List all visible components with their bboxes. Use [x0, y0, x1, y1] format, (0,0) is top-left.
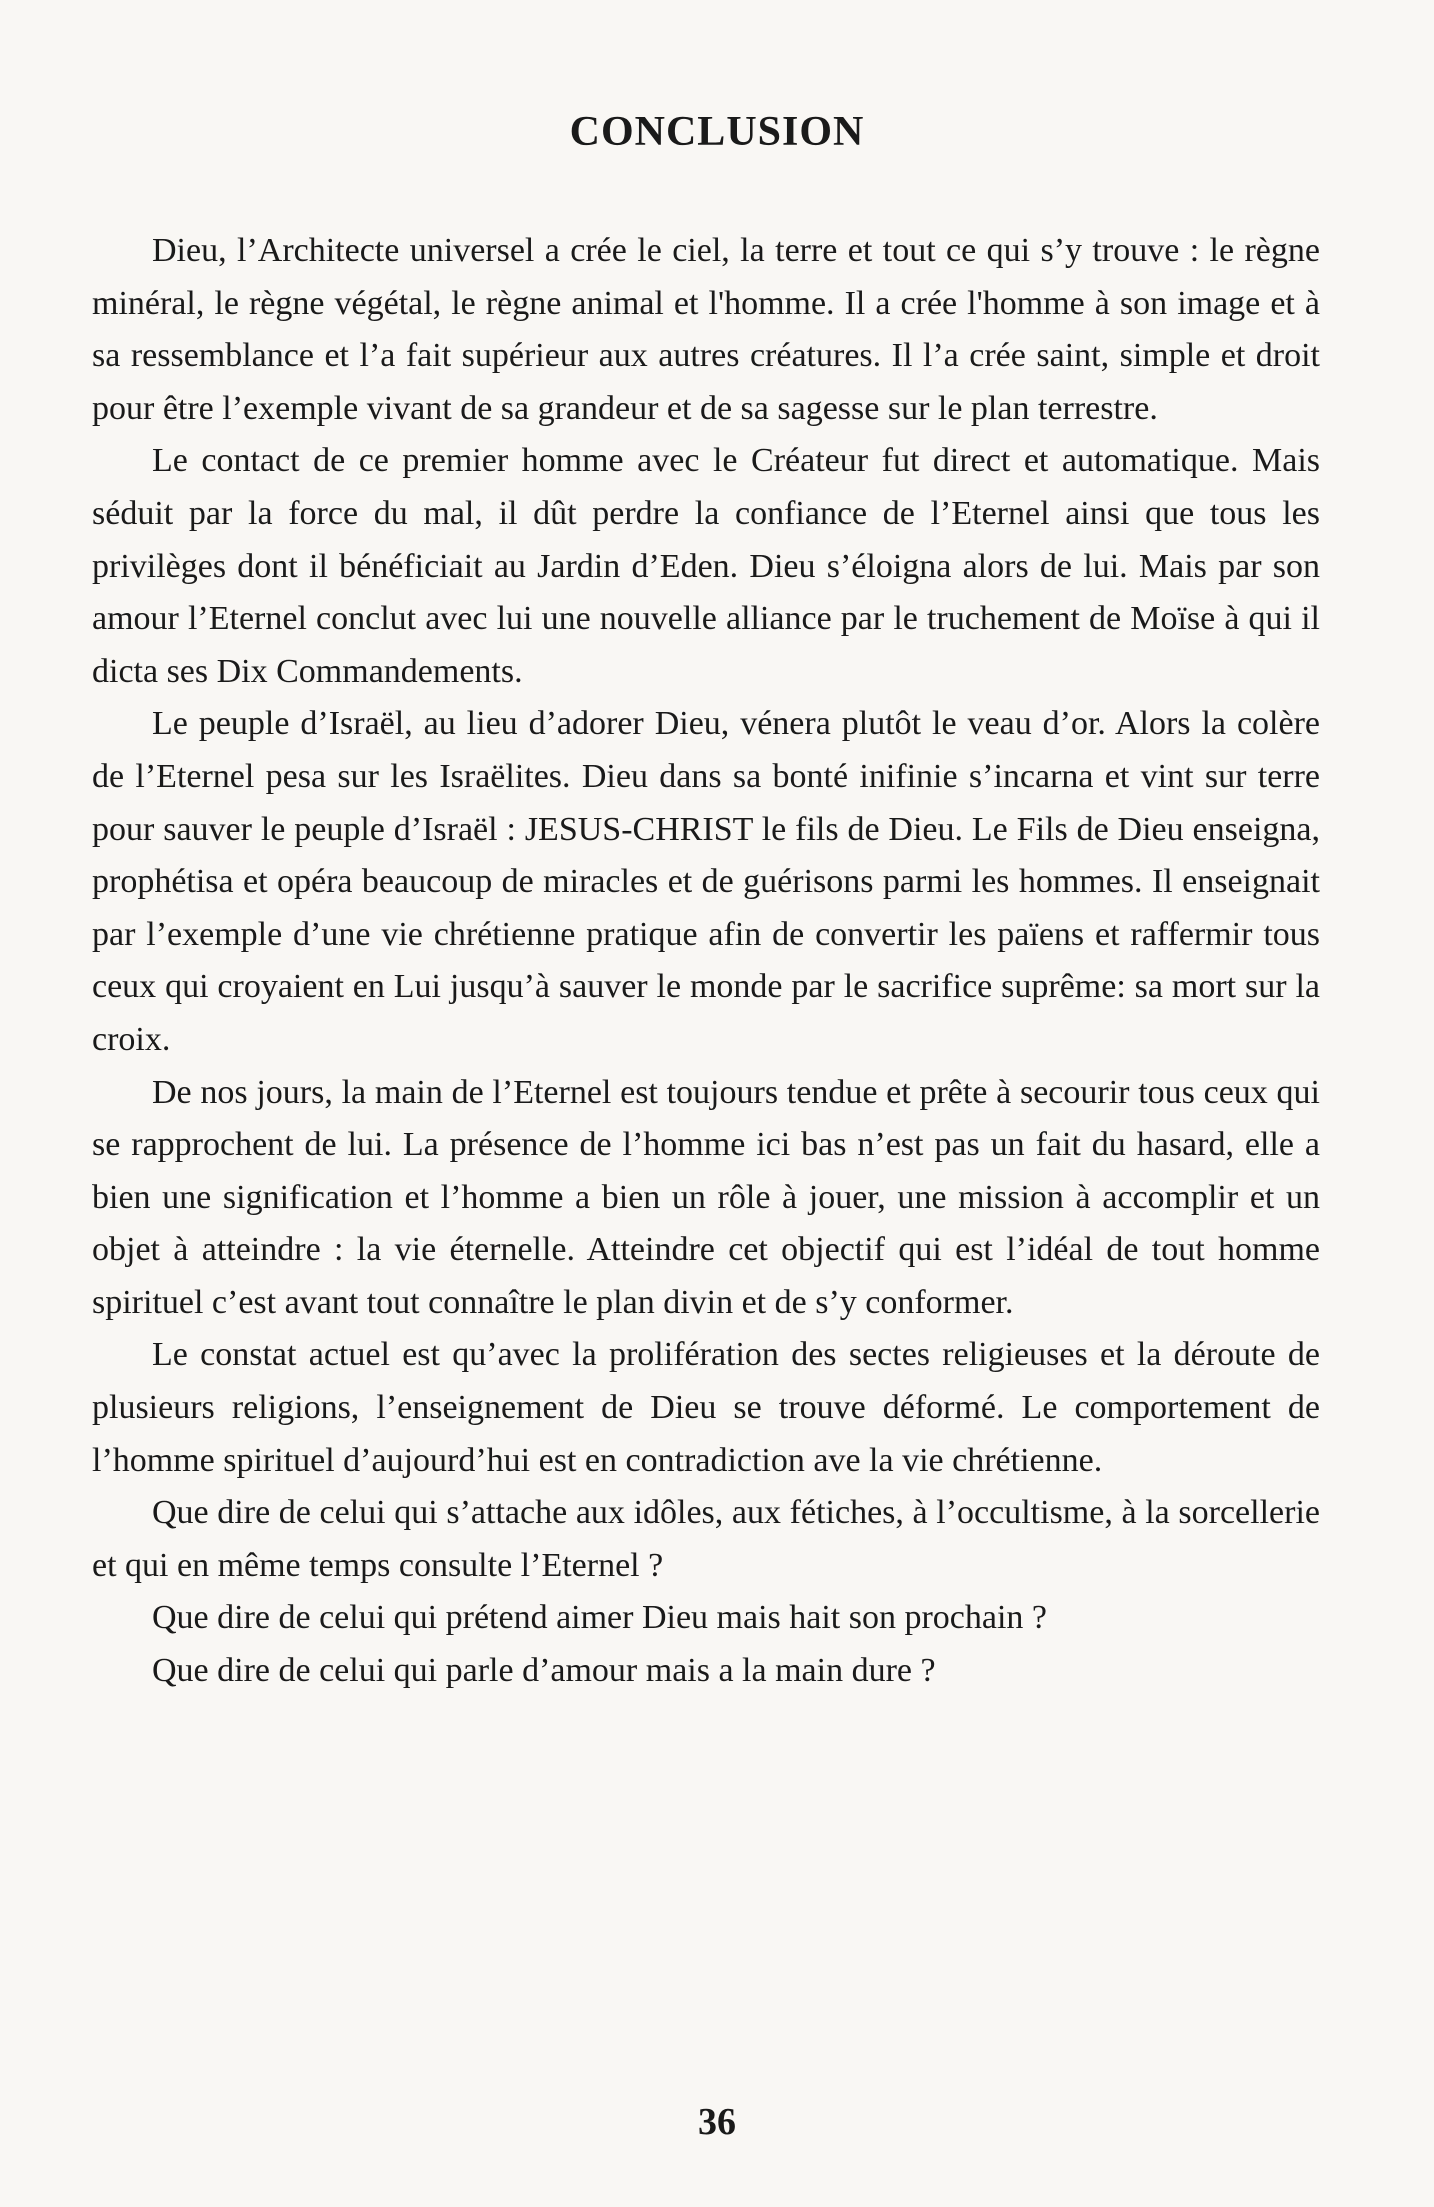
paragraph: Le constat actuel est qu’avec la prolifération des sectes religieuses et la déroute de plusieurs religions, l’enseignement de Dieu se trouve déformé. Le comportement de l’homme spirituel d’aujourd’hui est en contradiction ave la vie chrétienne.	[92, 1336, 1320, 1479]
paragraph: Dieu, l’Architecte universel a crée le ciel, la terre et tout ce qui s’y trouve : le règne minéral, le règne végétal, le règne animal et l'homme. Il a crée l'homme à son image et à sa ressemblance et l’a fait supérieur aux autres créatures. Il l’a crée saint, simple et droit pour être l’exemple vivant de sa grandeur et de sa sagesse sur le plan terrestre.	[92, 232, 1320, 427]
body-text	[92, 225, 1320, 1698]
chapter-title: CONCLUSION	[569, 109, 865, 155]
paragraph: Le peuple d’Israël, au lieu d’adorer Dieu, vénera plutôt le veau d’or. Alors la colère de l’Eternel pesa sur les Israëlites. Dieu dans sa bonté inifinie s’incarna et vint sur terre pour sauver le peuple d’Israël : JESUS-CHRIST le fils de Dieu. Le Fils de Dieu enseigna, prophétisa et opéra beaucoup de miracles et de guérisons parmi les hommes. Il enseignait par l’exemple d’une vie chrétienne pratique afin de convertir les païens et raffermir tous ceux qui croyaient en Lui jusqu’à sauver le monde par le sacrifice suprême: sa mort sur la croix.	[92, 705, 1320, 1058]
paragraph: De nos jours, la main de l’Eternel est toujours tendue et prête à secourir tous ceux qui se rapprochent de lui. La présence de l’homme ici bas n’est pas un fait du hasard, elle a bien une signification et l’homme a bien un rôle à jouer, une mission à accomplir et un objet à atteindre : la vie éternelle. Atteindre cet objectif qui est l’idéal de tout homme spirituel c’est avant tout connaître le plan divin et de s’y conformer.	[92, 1073, 1320, 1321]
question-line: Que dire de celui qui parle d’amour mais a la main dure ?	[152, 1652, 936, 1690]
question-line: Que dire de celui qui prétend aimer Dieu mais hait son prochain ?	[152, 1599, 1048, 1637]
paragraph: Le contact de ce premier homme avec le Créateur fut direct et automatique. Mais séduit par la force du mal, il dût perdre la confiance de l’Eternel ainsi que tous les privilèges dont il bénéficiait au Jardin d’Eden. Dieu s’éloigna alors de lui. Mais par son amour l’Eternel conclut avec lui une nouvelle alliance par le truchement de Moïse à qui il dicta ses Dix Commandements.	[92, 442, 1320, 690]
page-number: 36	[698, 2101, 736, 2143]
paragraph: Que dire de celui qui s’attache aux idôles, aux fétiches, à l’occultisme, à la sorcellerie et qui en même temps consulte l’Eternel ?	[92, 1494, 1320, 1584]
